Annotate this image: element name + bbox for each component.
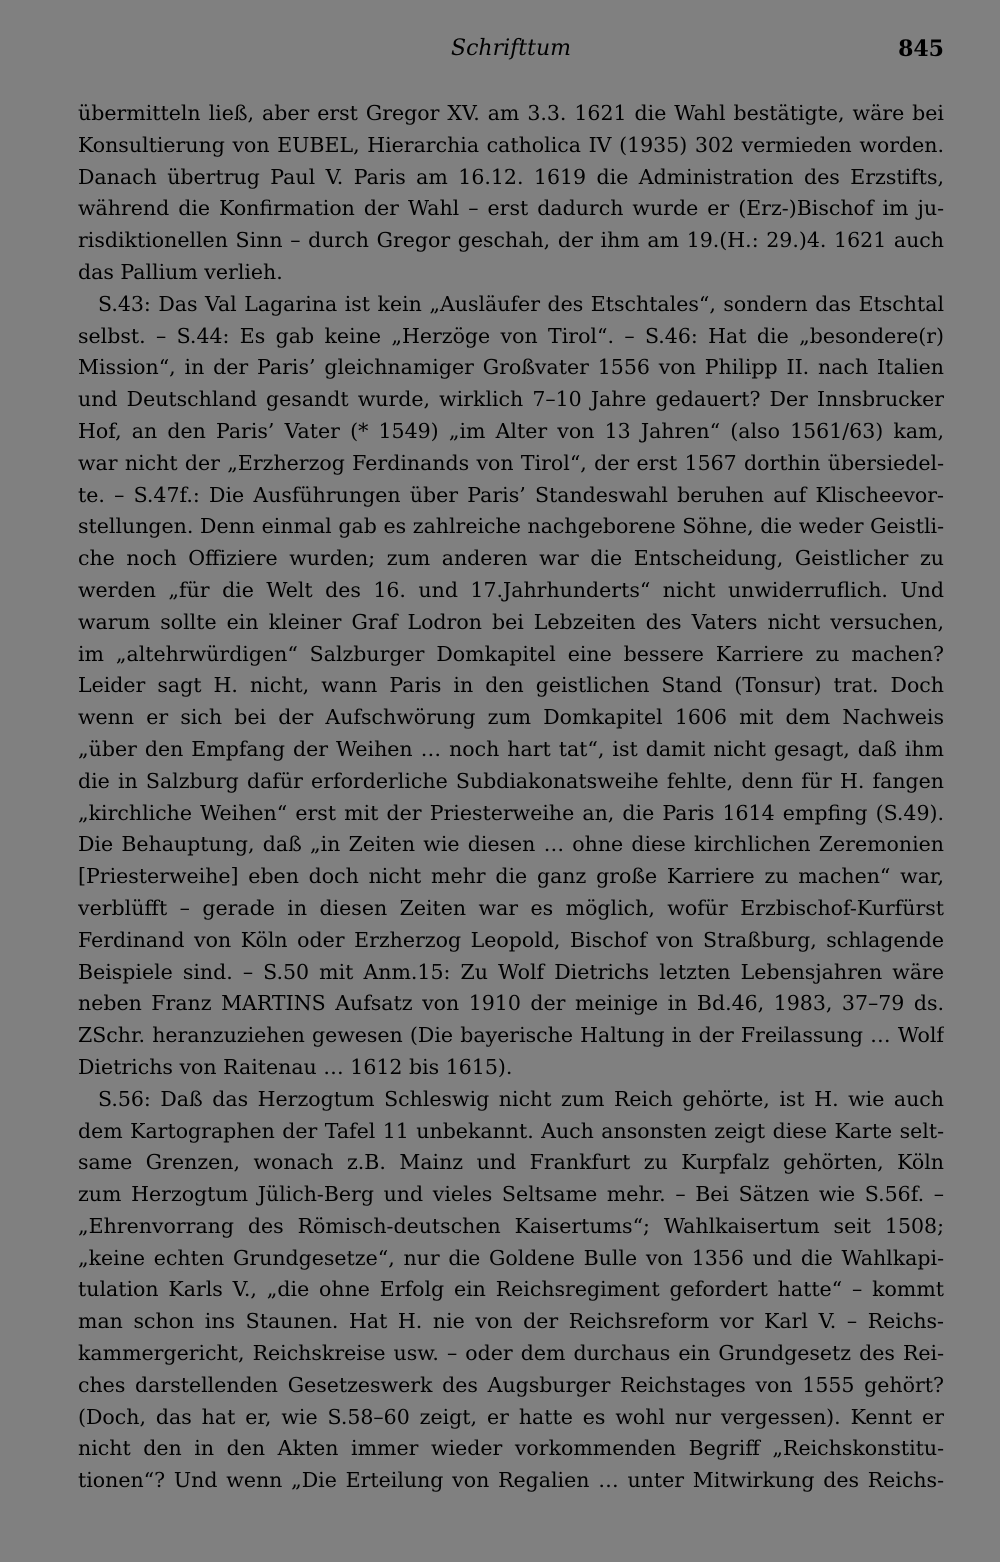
text-line: ches darstellenden Gesetzeswerk des Augsburger Reichstages von 1555 gehört? [78,1372,944,1397]
text-line: same Grenzen, wonach z.B. Mainz und Frankfurt zu Kurpfalz gehörten, Köln [78,1150,944,1175]
text-line: verblüfft – gerade in diesen Zeiten war es möglich, wofür Erzbischof-Kurfürst [78,895,944,920]
text-line: nicht den in den Akten immer wieder vorkommenden Begriff „Reichskonstitu- [78,1436,944,1461]
text-line: „kirchliche Weihen“ erst mit der Priesterweihe an, die Paris 1614 empfing (S.49). [78,800,944,825]
text-line: [Priesterweihe] eben doch nicht mehr die ganz große Karriere zu machen“ war, [78,864,944,889]
text-line: Hof, an den Paris’ Vater (* 1549) „im Alter von 13 Jahren“ (also 1561/63) kam, [78,418,944,443]
text-line: Die Behauptung, daß „in Zeiten wie diesen … ohne diese kirchlichen Zeremonien [78,832,944,857]
text-line: übermitteln ließ, aber erst Gregor XV. am 3.3. 1621 die Wahl bestätigte, wäre bei [78,101,944,125]
text-line: neben Franz MARTINS Aufsatz von 1910 der meinige in Bd.46, 1983, 37–79 ds. [78,991,944,1016]
text-line: „keine echten Grundgesetze“, nur die Goldene Bulle von 1356 und die Wahlkapi- [78,1245,944,1270]
text-line: S.56: Daß das Herzogtum Schleswig nicht zum Reich gehörte, ist H. wie auch [98,1086,944,1111]
text-line: selbst. – S.44: Es gab keine „Herzöge von Tirol“. – S.46: Hat die „besondere(r) [78,323,944,348]
text-line: tulation Karls V., „die ohne Erfolg ein Reichsregiment gefordert hatte“ – kommt [78,1277,944,1302]
text-line: zum Herzogtum Jülich-Berg und vieles Seltsame mehr. – Bei Sätzen wie S.56f. – [78,1182,944,1207]
text-line: che noch Offiziere wurden; zum anderen war die Entscheidung, Geistlicher zu [78,546,944,571]
text-line: man schon ins Staunen. Hat H. nie von der Reichsreform vor Karl V. – Reichs- [78,1309,944,1334]
text-line: Mission“, in der Paris’ gleichnamiger Großvater 1556 von Philipp II. nach Italien [78,355,944,380]
text-line: während die Konfirmation der Wahl – erst dadurch wurde er (Erz-)Bischof im ju- [78,196,944,221]
text-line: kammergericht, Reichskreise usw. – oder dem durchaus ein Grundgesetz des Rei- [78,1341,944,1366]
text-line: wenn er sich bei der Aufschwörung zum Domkapitel 1606 mit dem Nachweis [78,705,944,730]
text-line: risdiktionellen Sinn – durch Gregor geschah, der ihm am 19.(H.: 29.)4. 1621 auch [78,228,944,253]
running-head [78,36,944,70]
text-line: te. – S.47f.: Die Ausführungen über Paris’ Standeswahl beruhen auf Klischeevor- [78,482,944,507]
text-line: Danach übertrug Paul V. Paris am 16.12. 1619 die Administration des Erzstifts, [78,164,944,189]
text-line: war nicht der „Erzherzog Ferdinands von Tirol“, der erst 1567 dorthin übersiedel- [78,450,944,475]
text-line: Beispiele sind. – S.50 mit Anm.15: Zu Wolf Dietrichs letzten Lebensjahren wäre [78,959,944,984]
text-line: stellungen. Denn einmal gab es zahlreiche nachgeborene Söhne, die weder Geistli- [78,514,944,539]
text-line: Ferdinand von Köln oder Erzherzog Leopold, Bischof von Straßburg, schlagende [78,927,944,952]
text-line: Dietrichs von Raitenau … 1612 bis 1615). [78,1054,513,1079]
text-line: tionen“? Und wenn „Die Erteilung von Regalien … unter Mitwirkung des Reichs- [78,1468,944,1493]
text-line: ZSchr. heranzuziehen gewesen (Die bayerische Haltung in der Freilassung … Wolf [78,1023,944,1048]
text-line: werden „für die Welt des 16. und 17.Jahrhunderts“ nicht unwiderruflich. Und [78,577,944,602]
text-line: warum sollte ein kleiner Graf Lodron bei Lebzeiten des Vaters nicht versuchen, [78,609,944,634]
text-line: und Deutschland gesandt wurde, wirklich 7–10 Jahre gedauert? Der Innsbrucker [78,387,944,412]
running-title: Schrifttum [451,36,571,61]
text-line: Konsultierung von EUBEL, Hierarchia catholica IV (1935) 302 vermieden worden. [78,132,944,157]
text-line: dem Kartographen der Tafel 11 unbekannt. Auch ansonsten zeigt diese Karte selt- [78,1118,944,1143]
page-number: 845 [898,36,944,62]
text-line: „über den Empfang der Weihen … noch hart tat“, ist damit nicht gesagt, daß ihm [78,736,944,761]
text-line: Leider sagt H. nicht, wann Paris in den geistlichen Stand (Tonsur) trat. Doch [78,673,944,698]
text-line: das Pallium verlieh. [78,259,283,284]
text-line: (Doch, das hat er, wie S.58–60 zeigt, er hatte es wohl nur vergessen). Kennt er [78,1404,944,1429]
body-text [78,98,944,1497]
text-line: S.43: Das Val Lagarina ist kein „Ausläufer des Etschtales“, sondern das Etschtal [98,291,944,316]
text-line: die in Salzburg dafür erforderliche Subdiakonatsweihe fehlte, denn für H. fangen [78,768,944,793]
text-line: im „altehrwürdigen“ Salzburger Domkapitel eine bessere Karriere zu machen? [78,641,944,666]
text-line: „Ehrenvorrang des Römisch-deutschen Kaisertums“; Wahlkaisertum seit 1508; [78,1213,944,1238]
